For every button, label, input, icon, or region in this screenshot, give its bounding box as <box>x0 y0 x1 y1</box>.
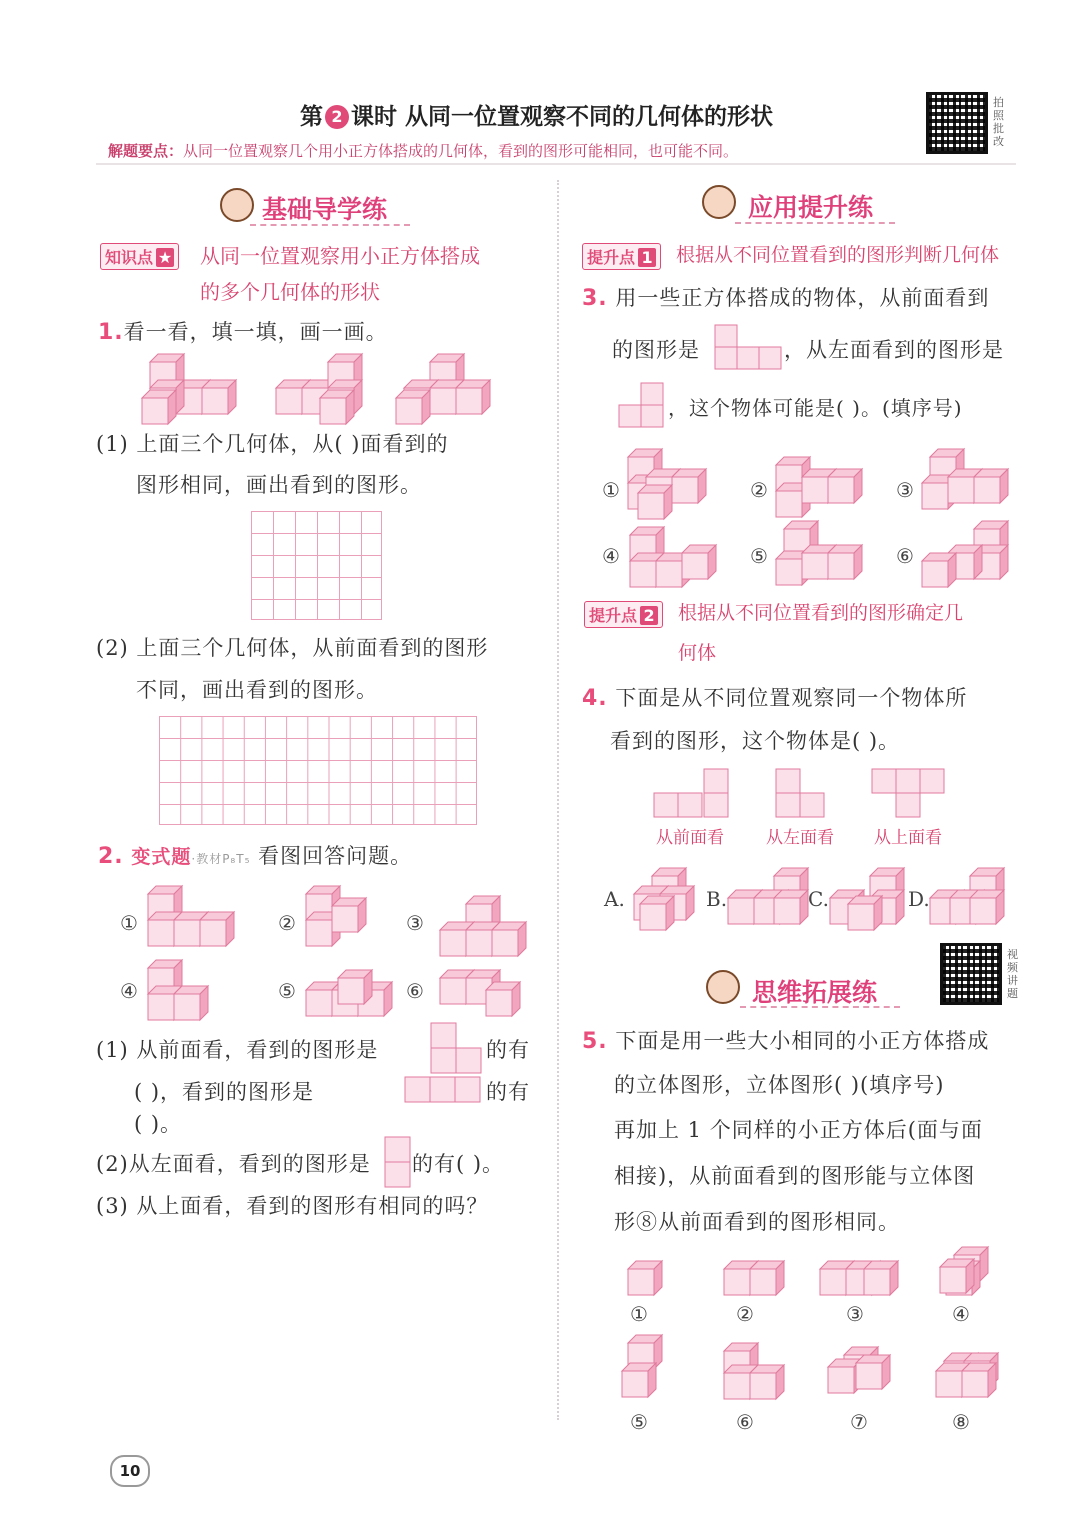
qr-label-grading: 拍照批改 <box>993 96 1004 148</box>
q3-option-6[interactable] <box>922 521 1008 587</box>
q4-option-c[interactable] <box>830 868 904 930</box>
boost-tag-2 <box>584 601 663 628</box>
section-title-applied: 应用提升练 <box>748 193 874 222</box>
q2-title: 看图回答问题。 <box>258 844 413 868</box>
header-divider <box>96 163 1016 165</box>
q5-label-4: ④ <box>952 1302 970 1326</box>
q3-text-line2b: ，从左面看到的图形是 <box>784 338 1004 362</box>
q4-text-line1: 下面是从不同位置观察同一个物体所 <box>615 686 968 710</box>
q3-label-4: ④ <box>602 544 620 568</box>
q3-option-2[interactable] <box>776 457 862 517</box>
section-underline-2 <box>735 222 895 224</box>
q2-part3: (3) 从上面看，看到的图形有相同的吗？ <box>96 1194 489 1218</box>
boost-tag-1 <box>582 243 661 270</box>
q3-option-4[interactable] <box>630 527 716 587</box>
q4-option-a-label: A. <box>604 887 625 911</box>
lesson-title <box>300 98 773 131</box>
q1-drawing-grid-2[interactable] <box>159 716 477 825</box>
q2-p1-text-e: ( )。 <box>134 1112 183 1136</box>
section-title-basic: 基础导学练 <box>262 195 388 224</box>
column-divider <box>557 180 559 1420</box>
q4-view-caption-front: 从前面看 <box>656 828 724 848</box>
qr-code-grading[interactable] <box>926 92 988 154</box>
textbook-ref: ·教材P₈T₅ <box>191 852 251 866</box>
q1-cube-figures <box>140 350 500 425</box>
q4-view-caption-left: 从左面看 <box>766 828 834 848</box>
knowledge-tag-label: 知识点 <box>105 248 154 267</box>
q2-label-6: ⑥ <box>406 979 424 1003</box>
q5-text-line3: 再加上 1 个同样的小正方体后(面与面 <box>614 1118 983 1142</box>
student-mascot-icon <box>220 188 254 222</box>
title-suffix: 课时 从同一位置观察不同的几何体的形状 <box>351 104 774 130</box>
q1-drawing-grid-1[interactable] <box>251 511 382 620</box>
qr-label-video: 视频讲题 <box>1007 948 1018 1000</box>
q2-p1-text-a: (1) 从前面看，看到的图形是 <box>96 1038 379 1062</box>
q2-p1-text-c: ( )，看到的图形是 <box>134 1080 315 1104</box>
q5-figure-8[interactable] <box>936 1353 998 1397</box>
boost-tag-2-number: 2 <box>640 606 658 625</box>
q3-option-1[interactable] <box>628 449 706 519</box>
q5-cube-figures <box>610 1245 1010 1435</box>
q2-figure-3 <box>440 896 526 956</box>
q3-label-5: ⑤ <box>750 544 768 568</box>
q4-answer-options <box>604 866 1014 930</box>
q3-option-3[interactable] <box>922 449 1008 509</box>
q5-figure-4[interactable] <box>940 1247 988 1295</box>
q2-p1-text-b: 的有 <box>486 1038 530 1062</box>
q2-label-2: ② <box>278 911 296 935</box>
student-mascot-icon-3 <box>706 970 740 1004</box>
q4-option-d-label: D. <box>908 887 930 911</box>
q2-figure-4 <box>148 960 208 1020</box>
star-icon: ★ <box>157 248 173 267</box>
q1-figure-1 <box>142 354 236 424</box>
q4-number: 4. <box>582 686 608 711</box>
q2-label-3: ③ <box>406 911 424 935</box>
q5-line1 <box>582 1025 989 1055</box>
q2-left-view-shape <box>384 1136 412 1188</box>
qr-code-video[interactable] <box>940 943 1002 1005</box>
q3-label-3: ③ <box>896 478 914 502</box>
q3-label-2: ② <box>750 478 768 502</box>
q1-part2-line1: (2) 上面三个几何体，从前面看到的图形 <box>96 636 489 660</box>
q3-line1 <box>582 282 989 312</box>
q1-number: 1. <box>98 320 124 345</box>
q3-number: 3. <box>582 286 608 311</box>
q4-left-view <box>776 769 824 817</box>
q1-title: 看一看，填一填，画一画。 <box>123 320 388 344</box>
q5-label-2: ② <box>736 1302 754 1326</box>
q3-text-line3: ，这个物体可能是( )。(填序号) <box>668 396 963 420</box>
boost-tag-1-label: 提升点 <box>587 248 636 267</box>
q2-part1-line1 <box>96 1034 378 1064</box>
q5-figure-1[interactable] <box>628 1261 662 1295</box>
lesson-number-badge: 2 <box>325 105 349 129</box>
q2-label-1: ① <box>120 911 138 935</box>
q4-option-b[interactable] <box>728 868 808 924</box>
q5-text-line4: 相接)，从前面看到的图形能与立体图 <box>614 1164 976 1188</box>
q2-cube-figures <box>110 878 540 1028</box>
q5-label-3: ③ <box>846 1302 864 1326</box>
q2-label-5: ⑤ <box>278 979 296 1003</box>
q5-label-5: ⑤ <box>630 1410 648 1434</box>
key-points-label: 解题要点： <box>108 142 184 160</box>
q3-text-line1: 用一些正方体搭成的物体，从前面看到 <box>615 286 990 310</box>
q2-p2-text-a: (2)从左面看，看到的图形是 <box>96 1152 371 1176</box>
q4-line1 <box>582 682 967 712</box>
q1-part2-line2: 不同，画出看到的图形。 <box>136 678 378 702</box>
q5-figure-2[interactable] <box>724 1261 784 1295</box>
q5-figure-3[interactable] <box>820 1261 898 1295</box>
key-points-text: 从同一位置观察几个用小正方体搭成的几何体，看到的图形可能相同，也可能不同。 <box>183 142 739 160</box>
boost-tag-2-text-1: 根据从不同位置看到的图形确定几 <box>678 602 964 624</box>
q3-left-view-shape <box>618 382 666 430</box>
q1-heading <box>98 316 388 346</box>
title-prefix: 第 <box>300 104 323 130</box>
q4-option-b-label: B. <box>706 887 728 911</box>
q2-figure-2 <box>306 886 366 946</box>
q1-part1-line2: 图形相同，画出看到的图形。 <box>136 473 422 497</box>
section-underline-3 <box>740 1006 900 1008</box>
q5-number: 5. <box>582 1029 608 1054</box>
q2-figure-6 <box>440 970 520 1016</box>
q4-view-shapes <box>650 768 960 824</box>
q4-front-view <box>654 769 728 817</box>
q4-view-caption-top: 从上面看 <box>874 828 942 848</box>
q3-label-6: ⑥ <box>896 544 914 568</box>
q2-front-view-shape-1 <box>430 1022 482 1074</box>
q2-number: 2. <box>98 844 124 869</box>
knowledge-text-line1: 从同一位置观察用小正方体搭成 <box>200 244 480 268</box>
boost-tag-1-text: 根据从不同位置看到的图形判断几何体 <box>676 244 1000 266</box>
knowledge-text-line2: 的多个几何体的形状 <box>200 280 380 304</box>
q5-text-line5: 形⑧从前面看到的图形相同。 <box>614 1210 900 1234</box>
q5-label-8: ⑧ <box>952 1410 970 1434</box>
q1-part1-line1: (1) 上面三个几何体，从( )面看到的 <box>96 432 449 456</box>
q5-figure-6[interactable] <box>724 1343 784 1399</box>
key-points <box>108 140 738 161</box>
q4-option-d[interactable] <box>930 868 1004 924</box>
q3-front-view-shape <box>714 324 784 372</box>
q2-heading <box>98 840 412 870</box>
q3-label-1: ① <box>602 478 620 502</box>
q1-figure-3 <box>396 354 490 424</box>
q4-option-c-label: C. <box>808 887 829 911</box>
boost-tag-2-text-2: 何体 <box>678 642 717 664</box>
variant-label: 变式题 <box>131 846 192 868</box>
q5-figure-5[interactable] <box>622 1335 662 1397</box>
q4-option-a[interactable] <box>634 868 694 930</box>
q3-cube-options <box>600 445 1020 590</box>
section-title-extension: 思维拓展练 <box>752 978 878 1007</box>
q2-front-view-shape-2 <box>404 1076 482 1104</box>
q5-label-7: ⑦ <box>850 1410 868 1434</box>
q3-text-line2a: 的图形是 <box>612 338 700 362</box>
q2-p2-text-b: 的有( )。 <box>412 1152 505 1176</box>
q5-text-line2: 的立体图形，立体图形( )(填序号) <box>614 1073 945 1097</box>
q5-label-1: ① <box>630 1302 648 1326</box>
boost-tag-2-label: 提升点 <box>589 606 638 625</box>
student-mascot-icon-2 <box>702 185 736 219</box>
page-number: 10 <box>110 1455 150 1487</box>
q2-figure-1 <box>148 886 234 946</box>
boost-tag-1-number: 1 <box>638 248 656 267</box>
q1-figure-2 <box>276 354 362 424</box>
q5-label-6: ⑥ <box>736 1410 754 1434</box>
q5-text-line1: 下面是用一些大小相同的小正方体搭成 <box>615 1029 990 1053</box>
knowledge-tag <box>100 243 179 270</box>
q3-option-5[interactable] <box>776 521 862 585</box>
q2-p1-text-d: 的有 <box>486 1080 530 1104</box>
section-underline <box>250 224 410 226</box>
q2-label-4: ④ <box>120 979 138 1003</box>
q2-figure-5 <box>306 970 392 1016</box>
q4-text-line2: 看到的图形，这个物体是( )。 <box>610 729 901 753</box>
q5-figure-7[interactable] <box>828 1347 890 1393</box>
q4-top-view <box>872 769 944 817</box>
